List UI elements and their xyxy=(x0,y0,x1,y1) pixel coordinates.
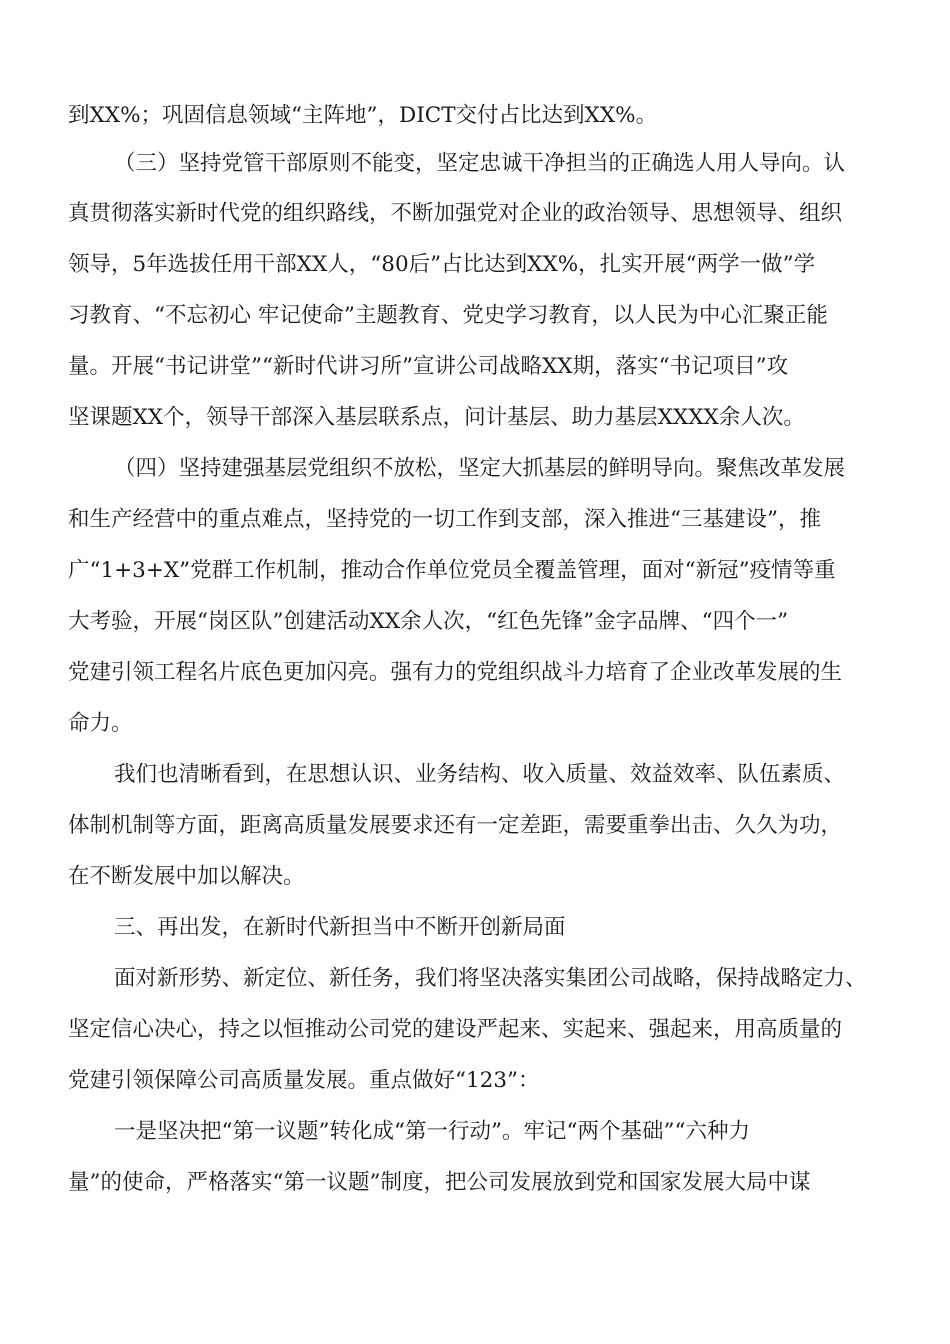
text-line: （四）坚持建强基层党组织不放松，坚定大抓基层的鲜明导向。聚焦改革发展 xyxy=(114,456,846,481)
text-line: 广“1+3+X”党群工作机制，推动合作单位党员全覆盖管理，面对“新冠”疫情等重 xyxy=(68,558,836,583)
text-line: 体制机制等方面，距离高质量发展要求还有一定差距，需要重拳出击、久久为功， xyxy=(68,813,843,838)
section-heading: 三、再出发，在新时代新担当中不断开创新局面 xyxy=(114,915,566,940)
text-line: 党建引领工程名片底色更加闪亮。强有力的党组织战斗力培育了企业改革发展的生 xyxy=(68,660,843,685)
text-line: 到XX%；巩固信息领域“主阵地”，DICT交付占比达到XX%。 xyxy=(68,103,658,128)
text-line: 面对新形势、新定位、新任务，我们将坚决落实集团公司战略，保持战略定力、 xyxy=(114,966,867,991)
text-line: 坚课题XX个，领导干部深入基层联系点，问计基层、助力基层XXXX余人次。 xyxy=(68,405,805,430)
text-line: 量。开展“书记讲堂”“新时代讲习所”宣讲公司战略XX期，落实“书记项目”攻 xyxy=(68,354,789,379)
text-line: 我们也清晰看到，在思想认识、业务结构、收入质量、效益效率、队伍素质、 xyxy=(114,762,846,787)
text-line: 坚定信心决心，持之以恒推动公司党的建设严起来、实起来、强起来，用高质量的 xyxy=(68,1017,843,1042)
text-line: 真贯彻落实新时代党的组织路线，不断加强党对企业的政治领导、思想领导、组织 xyxy=(68,201,843,226)
text-line: 和生产经营中的重点难点，坚持党的一切工作到支部，深入推进“三基建设”，推 xyxy=(68,507,821,532)
text-line: 一是坚决把“第一议题”转化成“第一行动”。牢记“两个基础”“六种力 xyxy=(114,1119,750,1144)
text-line: 党建引领保障公司高质量发展。重点做好“123”： xyxy=(68,1068,540,1093)
text-line: 命力。 xyxy=(68,711,133,736)
text-line: 大考验，开展“岗区队”创建活动XX余人次，“红色先锋”金字品牌、“四个一” xyxy=(68,609,789,634)
text-line: 在不断发展中加以解决。 xyxy=(68,864,305,889)
text-line: （三）坚持党管干部原则不能变，坚定忠诚干净担当的正确选人用人导向。认 xyxy=(114,151,846,176)
text-line: 量”的使命，严格落实“第一议题”制度，把公司发展放到党和国家发展大局中谋 xyxy=(68,1170,811,1195)
text-line: 领导，5年选拔任用干部XX人，“80后”占比达到XX%，扎实开展“两学一做”学 xyxy=(68,252,816,277)
text-line: 习教育、“不忘初心 牢记使命”主题教育、党史学习教育，以人民为中心汇聚正能 xyxy=(68,303,828,328)
